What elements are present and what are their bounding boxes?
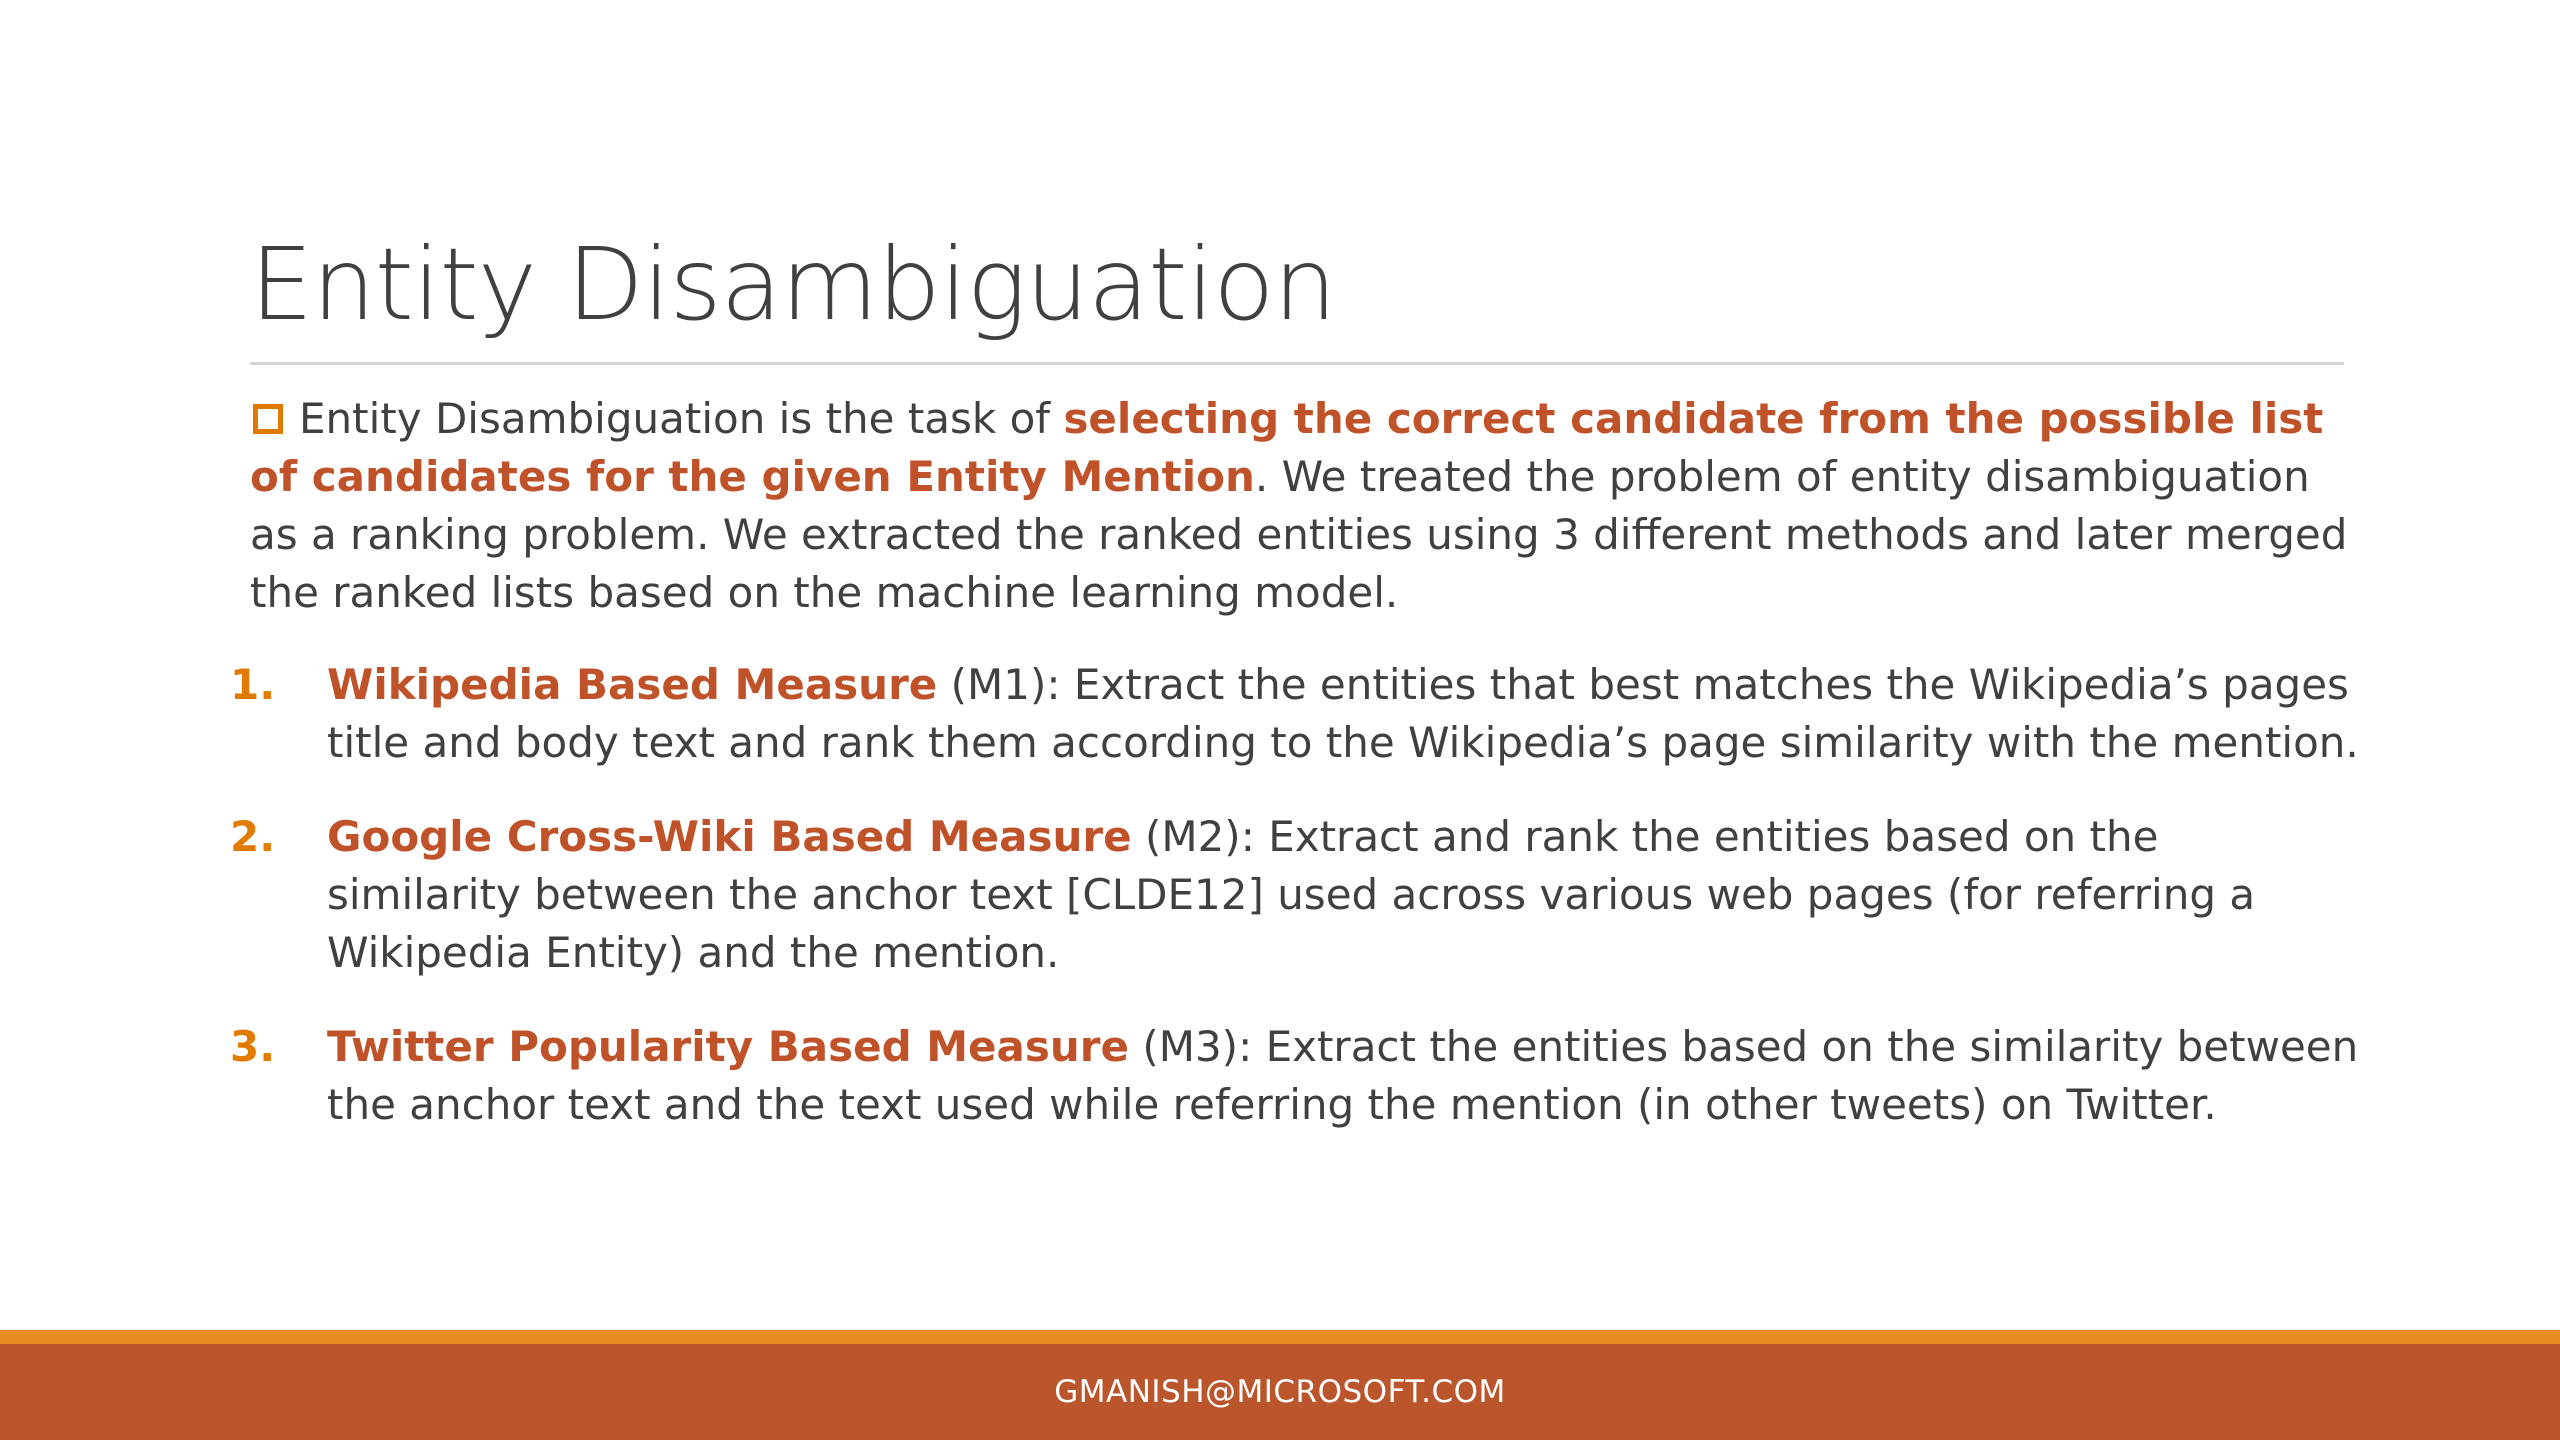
list-item [230, 808, 2360, 982]
list-number: 3. [230, 1022, 276, 1071]
measure-description: (M2): Extract and rank the entities based on the similarity between the anchor text [CLDE12] used across various web pages (for referring a Wikipedia Entity) and the mention. [327, 812, 2256, 977]
intro-suffix: . We treated the problem of entity disambiguation as a ranking problem. We extracted the ranked entities using 3 different methods and later merged the ranked lists based on the machine learning model. [250, 452, 2348, 617]
list-number: 2. [230, 812, 276, 861]
footer-accent-stripe [0, 1330, 2560, 1344]
intro-highlight: selecting the correct candidate from the possible list of candidates for the given Entity Mention [250, 394, 2324, 501]
measure-description: (M1): Extract the entities that best matches the Wikipedia’s pages title and body text and rank them according to the Wikipedia’s page similarity with the mention. [327, 660, 2359, 767]
intro-prefix: Entity Disambiguation is the task of [299, 394, 1064, 443]
slide-content [230, 390, 2360, 1170]
measure-name: Google Cross-Wiki Based Measure [327, 812, 1132, 861]
footer-email: GMANISH@MICROSOFT.COM [1054, 1374, 1506, 1410]
intro-paragraph [230, 390, 2360, 622]
measure-name: Wikipedia Based Measure [327, 660, 938, 709]
list-item [230, 656, 2360, 772]
measure-name: Twitter Popularity Based Measure [327, 1022, 1129, 1071]
footer-bar [0, 1344, 2560, 1440]
checkbox-icon [253, 404, 283, 434]
list-number: 1. [230, 660, 276, 709]
title-divider [250, 362, 2344, 365]
list-item [230, 1018, 2360, 1134]
measure-description: (M3): Extract the entities based on the similarity between the anchor text and the text used while referring the mention (in other tweets) on Twitter. [327, 1022, 2359, 1129]
slide-title: Entity Disambiguation [250, 226, 1336, 343]
